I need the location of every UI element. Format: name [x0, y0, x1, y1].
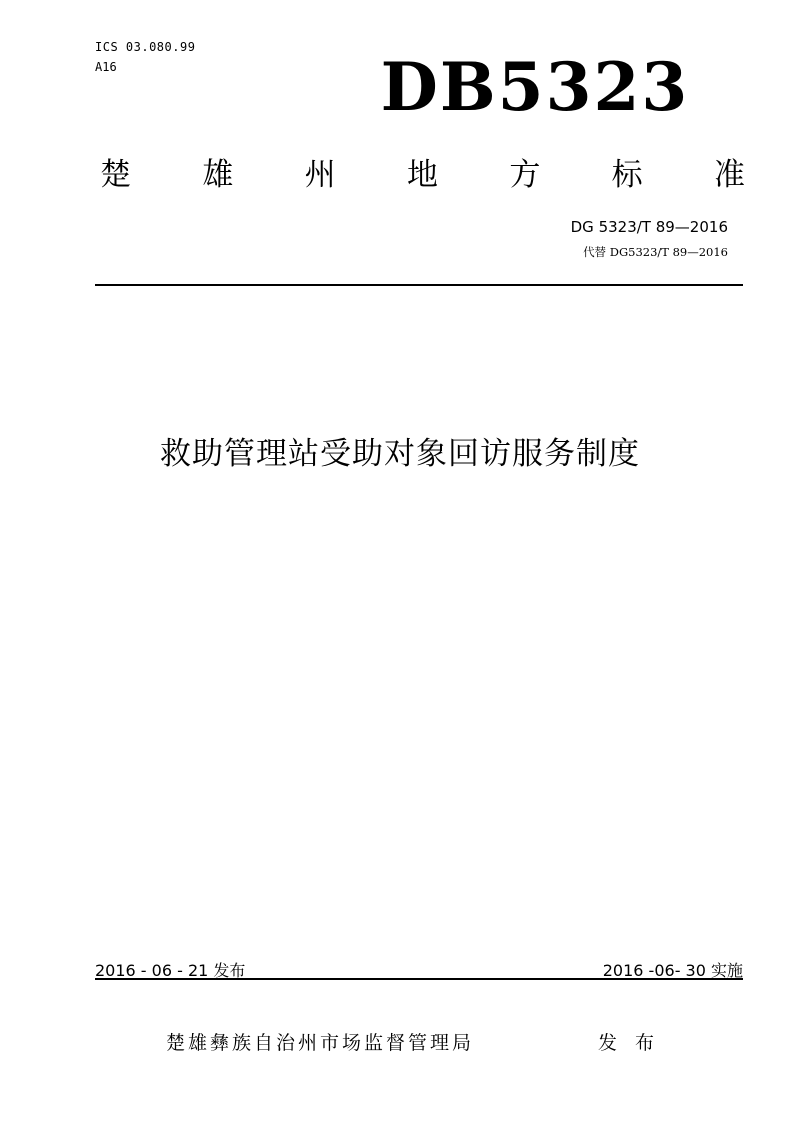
document-title: 救助管理站受助对象回访服务制度: [160, 436, 640, 472]
standard-type-char: 雄: [202, 157, 234, 193]
standard-type-char: 地: [406, 157, 438, 193]
standard-type-heading: [100, 155, 745, 195]
standard-type-char: 方: [509, 157, 541, 193]
standard-number: DG 5323/T 89—2016: [570, 218, 728, 236]
classification-code: A16: [95, 60, 117, 74]
standard-logo: DB5323: [380, 48, 690, 126]
bottom-divider: [95, 978, 743, 980]
issuing-authority: 楚雄彝族自治州市场监督管理局: [166, 1032, 475, 1054]
standard-type-char: 楚: [100, 157, 131, 193]
implementation-date: 2016 -06- 30 实施: [602, 961, 743, 980]
issue-date: 2016 - 06 - 21 发布: [95, 961, 246, 980]
replaces-standard: 代替 DG5323/T 89—2016: [583, 245, 728, 259]
standard-type-char: 标: [611, 157, 643, 193]
standard-type-char: 准: [713, 157, 745, 193]
top-divider: [95, 284, 743, 286]
ics-code: ICS 03.080.99: [95, 40, 196, 54]
issued-label: 发 布: [598, 1032, 661, 1054]
standard-type-char: 州: [304, 157, 336, 193]
